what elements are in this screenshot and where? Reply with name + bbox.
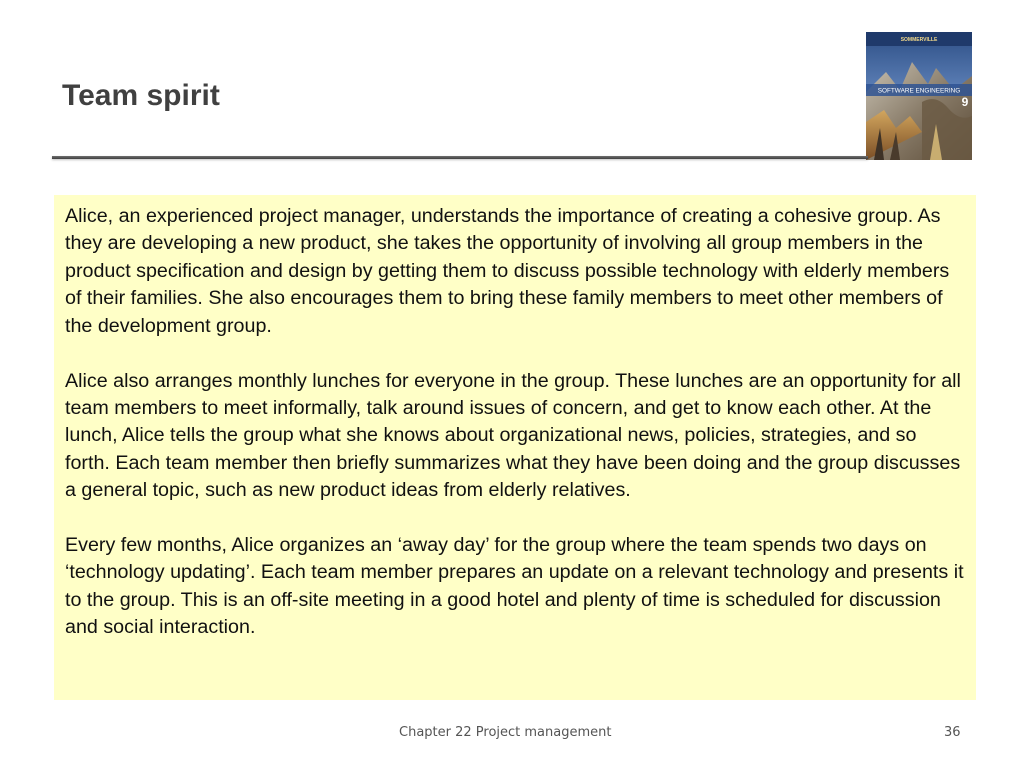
paragraph-2: Alice also arranges monthly lunches for everyone in the group. These lunches are an opportunity for all team members to meet informally, talk around issues of concern, and get to know each other. At the lunch, Alice tells the group what she knows about organizational news, policies, strategies, and so forth. Each team member then briefly summarizes what they have been doing and the group discusses a general topic, such as new product ideas from elderly relatives. xyxy=(65,369,961,502)
title-divider xyxy=(52,156,868,159)
paragraph-1: Alice, an experienced project manager, understands the importance of creating a cohesive group. As they are developing a new product, she takes the opportunity of involving all group members in the product specification and design by getting them to discuss possible technology with elderly members of their families. She also encourages them to bring these family members to meet other members of the development group. xyxy=(65,205,950,337)
footer-chapter: Chapter 22 Project management xyxy=(399,725,612,740)
book-cover-image xyxy=(866,32,972,160)
content-box xyxy=(54,195,976,700)
page-number: 36 xyxy=(944,725,961,740)
cover-author: SOMMERVILLE xyxy=(900,37,938,43)
cover-edition: 9 xyxy=(961,95,969,109)
cover-title: SOFTWARE ENGINEERING xyxy=(877,87,961,95)
slide-title: Team spirit xyxy=(62,79,220,112)
paragraph-3: Every few months, Alice organizes an ‘away day’ for the group where the team spends two days on ‘technology updating’. Each team member prepares an update on a relevant technology and presents it to the group. This is an off-site meeting in a good hotel and plenty of time is scheduled for discussion and social interaction. xyxy=(65,534,964,639)
